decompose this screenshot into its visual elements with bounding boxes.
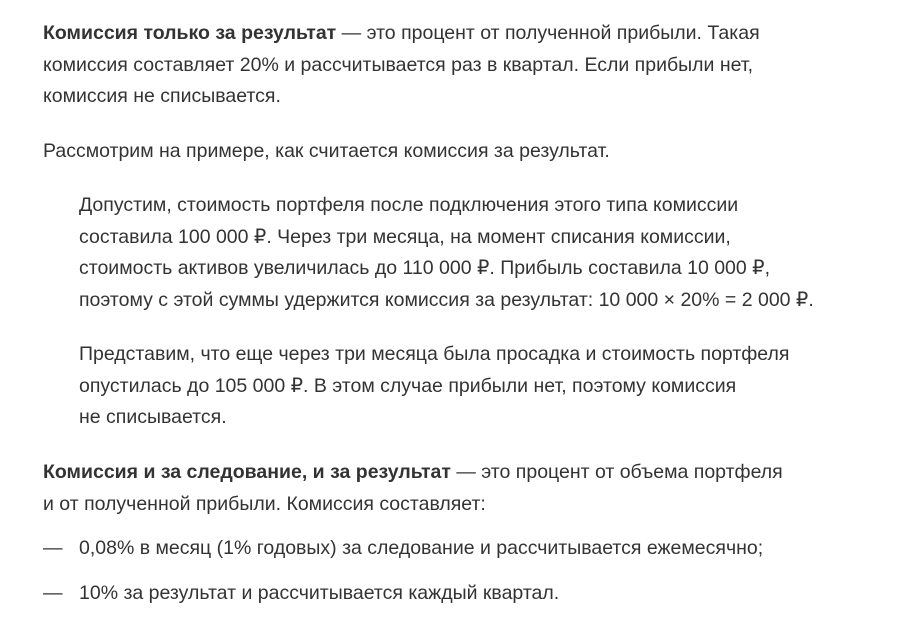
example-text: стоимость активов увеличилась до 110 000 ₽. Прибыль составила 10 000 ₽, <box>79 257 770 279</box>
term-combined-commission: Комиссия и за следование, и за результат <box>43 461 451 483</box>
paragraph-combined-commission <box>43 457 903 520</box>
example-text: Представим, что еще через три месяца была просадка и стоимость портфеля <box>79 343 790 365</box>
paragraph-text: комиссия не списывается. <box>43 85 281 107</box>
dash-bullet: — <box>43 537 63 559</box>
paragraph-example-intro <box>43 136 903 168</box>
term-result-commission: Комиссия только за результат <box>43 22 337 44</box>
paragraph-text: комиссия составляет 20% и рассчитывается раз в квартал. Если прибыли нет, <box>43 53 753 76</box>
example-text: поэтому с этой суммы удержится комиссия за результат: 10 000 × 20% = 2 000 ₽. <box>79 288 814 311</box>
example-text: составила 100 000 ₽. Через три месяца, на момент списания комиссии, <box>79 225 731 248</box>
list-item-text: 10% за результат и рассчитывается каждый квартал. <box>79 582 560 604</box>
example-drawdown <box>79 339 905 434</box>
example-profit <box>79 190 905 316</box>
dash-bullet: — <box>43 582 63 604</box>
paragraph-text: и от полученной прибыли. Комиссия составляет: <box>43 492 486 515</box>
list-item-text: 0,08% в месяц (1% годовых) за следование и рассчитывается ежемесячно; <box>79 537 764 559</box>
paragraph-result-commission <box>43 18 903 113</box>
example-text: не списывается. <box>79 406 227 428</box>
paragraph-text: — это процент от объема портфеля <box>450 461 783 483</box>
example-text: опустилась до 105 000 ₽. В этом случае прибыли нет, поэтому комиссия <box>79 374 737 397</box>
paragraph-text: Рассмотрим на примере, как считается комиссия за результат. <box>43 140 610 162</box>
example-text: Допустим, стоимость портфеля после подключения этого типа комиссии <box>79 194 739 216</box>
paragraph-text: — это процент от полученной прибыли. Такая <box>336 22 760 44</box>
